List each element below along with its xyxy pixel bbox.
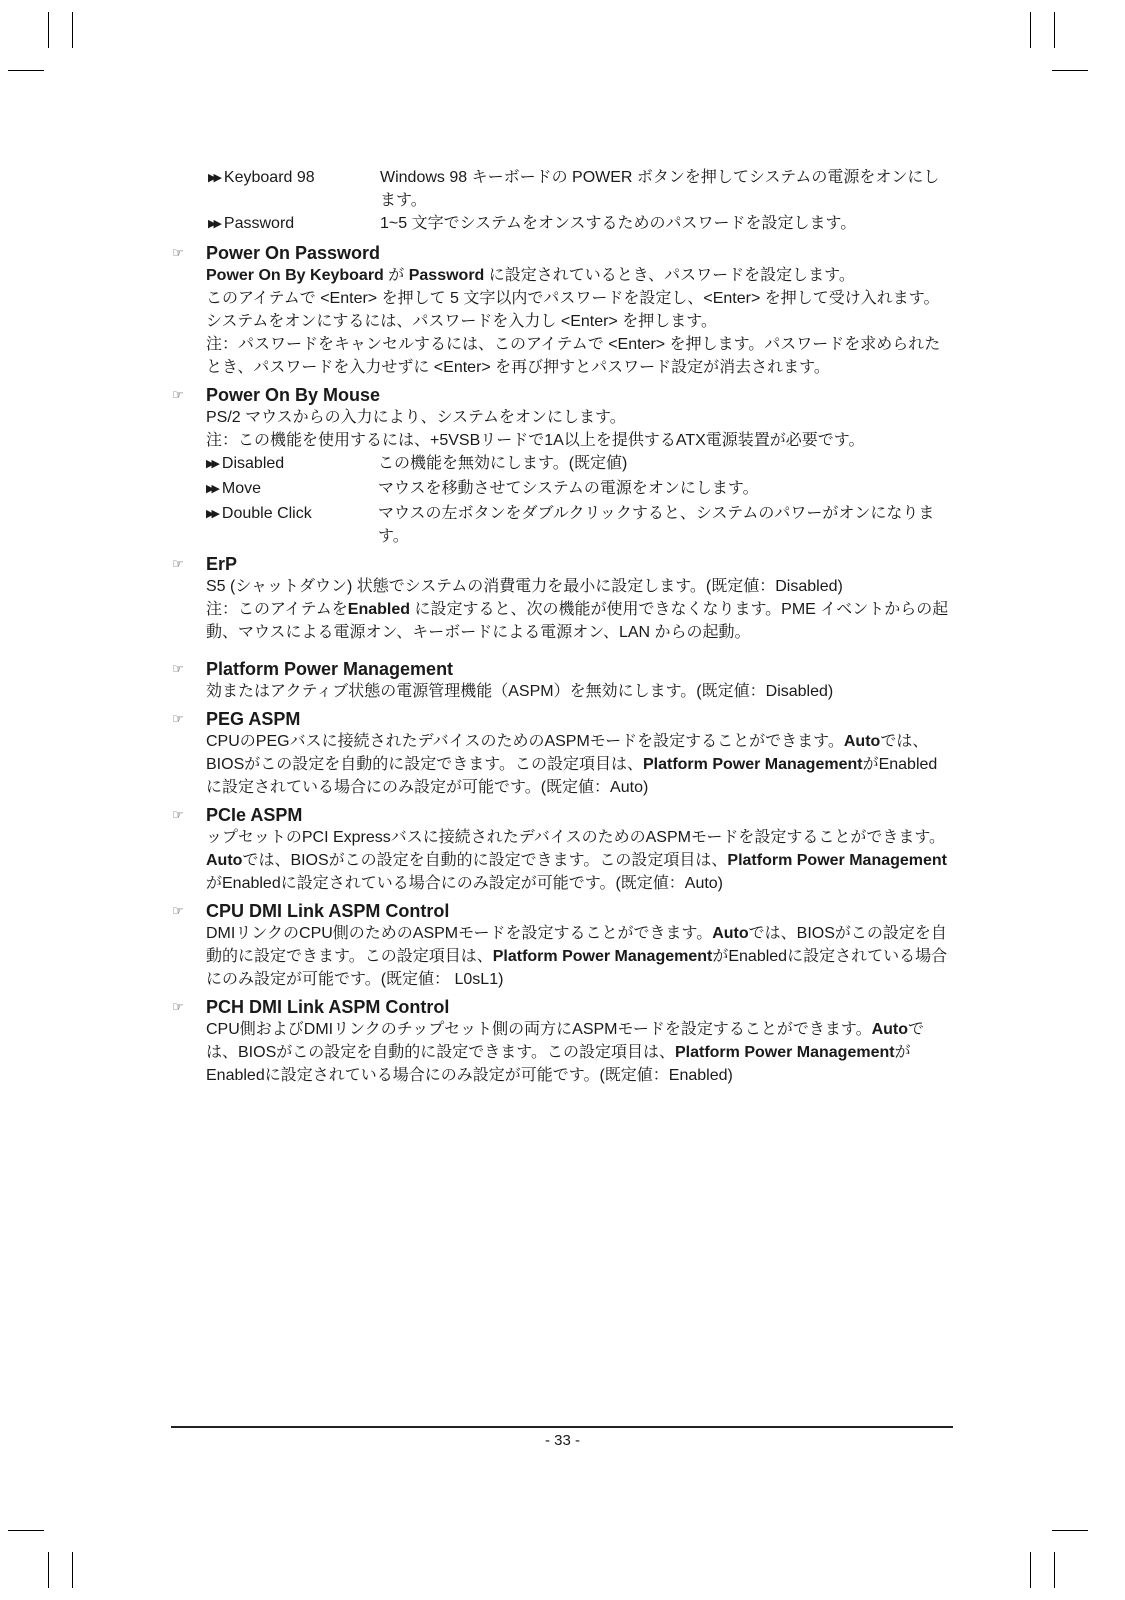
option-row [206,452,952,477]
setting-name: Platform Power Management [492,948,713,965]
option-label: Move [221,480,262,497]
paragraph [206,264,952,287]
pointing-hand-icon: ☞ [172,711,184,726]
crop-mark [1052,70,1088,71]
crop-mark [72,1552,73,1588]
note: 注：パスワードをキャンセルするには、このアイテムで <Enter> を押します。パスワードを求められたとき、パスワードを入力せずに <Enter> を再び押すとパスワード設定が消去されます。 [206,336,941,376]
section-title: CPU DMI Link ASPM Control [206,901,450,921]
setting-value: Auto [206,852,243,869]
setting-name: Platform Power Management [642,756,863,773]
section-title: ErP [206,554,238,574]
section-platform-power-management [172,658,952,703]
section-pch-dmi-link-aspm [172,996,952,1087]
text: がEnabledに設定されている場合にのみ設定が可能です。(既定値：Auto) [206,756,938,796]
paragraph [206,826,952,895]
text: ップセットのPCI Expressバスに接続されたデバイスのためのASPMモードを設定することができます。 [206,829,946,846]
text: に設定されているとき、パスワードを設定します。 [484,267,855,284]
page-content [172,166,952,1087]
section-power-on-by-mouse [172,384,952,548]
text: では、BIOSがこの設定を自動的に設定できます。この設定項目は、 [206,1021,925,1061]
pointing-hand-icon: ☞ [172,903,184,918]
setting-value: Auto [843,733,881,750]
pointing-hand-icon: ☞ [172,245,184,260]
paragraph: S5 (シャットダウン) 状態でシステムの消費電力を最小に設定します。(既定値：Disabled) [206,578,843,595]
section-erp [172,553,952,644]
crop-mark [1054,1552,1055,1588]
crop-mark [72,12,73,48]
setting-value: Password [408,267,485,284]
section-pcie-aspm [172,804,952,895]
pointing-hand-icon: ☞ [172,807,184,822]
setting-name: Power On By Keyboard [206,267,384,284]
paragraph [206,1018,952,1087]
option-description: マウスの左ボタンをダブルクリックすると、システムのパワーがオンになります。 [378,505,935,545]
text: DMIリンクのCPU側のためのASPMモードを設定することができます。 [206,925,713,942]
paragraph: PS/2 マウスからの入力により、システムをオンにします。 [206,409,626,426]
option-row [172,212,952,237]
section-title: PCIe ASPM [206,805,303,825]
section-power-on-password [172,242,952,379]
crop-mark [48,12,49,48]
option-label: Keyboard 98 [223,169,315,186]
text: がEnabledに設定されている場合にのみ設定が可能です。(既定値： L0sL1) [206,948,948,988]
text: では、BIOSがこの設定を自動的に設定できます。この設定項目は、 [206,925,947,965]
setting-name: Platform Power Management [727,852,948,869]
section-peg-aspm [172,708,952,799]
section-title: Power On Password [206,243,381,263]
option-label: Password [223,215,295,232]
crop-mark [1054,12,1055,48]
option-row [172,166,952,212]
crop-mark [1052,1530,1088,1531]
setting-value: Auto [871,1021,909,1038]
crop-mark [8,70,44,71]
option-label: Disabled [221,455,285,472]
note: 注：この機能を使用するには、+5VSBリードで1A以上を提供するATX電源装置が必要です。 [206,432,865,449]
text: がEnabledに設定されている場合にのみ設定が可能です。(既定値：Enabled) [206,1044,911,1084]
paragraph: このアイテムで <Enter> を押して 5 文字以内でパスワードを設定し、<Enter> を押して受け入れます。システムをオンにするには、パスワードを入力し <Enter> を押します。 [206,290,940,330]
section-title: PEG ASPM [206,709,301,729]
option-description: 1~5 文字でシステムをオンスするためのパスワードを設定します。 [380,215,857,232]
pointing-hand-icon: ☞ [172,556,184,571]
setting-value: Enabled [347,601,410,618]
text: では、BIOSがこの設定を自動的に設定できます。この設定項目は、 [206,733,929,773]
option-row [206,477,952,502]
section-title: PCH DMI Link ASPM Control [206,997,450,1017]
page-number: - 33 - [544,1432,580,1449]
crop-mark [48,1552,49,1588]
paragraph: 効またはアクティブ状態の電源管理機能（ASPM）を無効にします。(既定値：Disabled) [206,683,834,700]
text: がEnabledに設定されている場合にのみ設定が可能です。(既定値：Auto) [206,875,724,892]
crop-mark [1030,1552,1031,1588]
pointing-hand-icon: ☞ [172,661,184,676]
text: CPU側およびDMIリンクのチップセット側の両方にASPMモードを設定することができます。 [206,1021,872,1038]
text: CPUのPEGバスに接続されたデバイスのためのASPMモードを設定することができます。 [206,733,844,750]
section-title: Platform Power Management [206,659,454,679]
option-label: Double Click [221,505,312,522]
double-arrow-icon: ▶▶ [206,483,217,495]
paragraph [206,730,952,799]
option-description: Windows 98 キーボードの POWER ボタンを押してシステムの電源をオンにします。 [380,169,940,209]
paragraph [206,922,952,991]
double-arrow-icon: ▶▶ [206,458,217,470]
double-arrow-icon: ▶▶ [208,218,219,230]
option-description: マウスを移動させてシステムの電源をオンにします。 [378,480,759,497]
option-row [206,502,952,548]
double-arrow-icon: ▶▶ [208,172,219,184]
pointing-hand-icon: ☞ [172,999,184,1014]
crop-mark [8,1530,44,1531]
setting-name: Platform Power Management [674,1044,895,1061]
option-description: この機能を無効にします。(既定値) [378,455,628,472]
crop-mark [1030,12,1031,48]
text: では、BIOSがこの設定を自動的に設定できます。この設定項目は、 [242,852,728,869]
note [206,598,952,644]
section-title: Power On By Mouse [206,385,381,405]
section-cpu-dmi-link-aspm [172,900,952,991]
setting-value: Auto [712,925,749,942]
footer-divider [171,1426,953,1428]
text: 注：このアイテムを [206,601,348,618]
text: が [383,267,409,284]
pointing-hand-icon: ☞ [172,387,184,402]
text: に設定すると、次の機能が使用できなくなります。PME イベントからの起動、マウスによる電源オン、キーボードによる電源オン、LAN からの起動。 [206,601,949,641]
double-arrow-icon: ▶▶ [206,508,217,520]
